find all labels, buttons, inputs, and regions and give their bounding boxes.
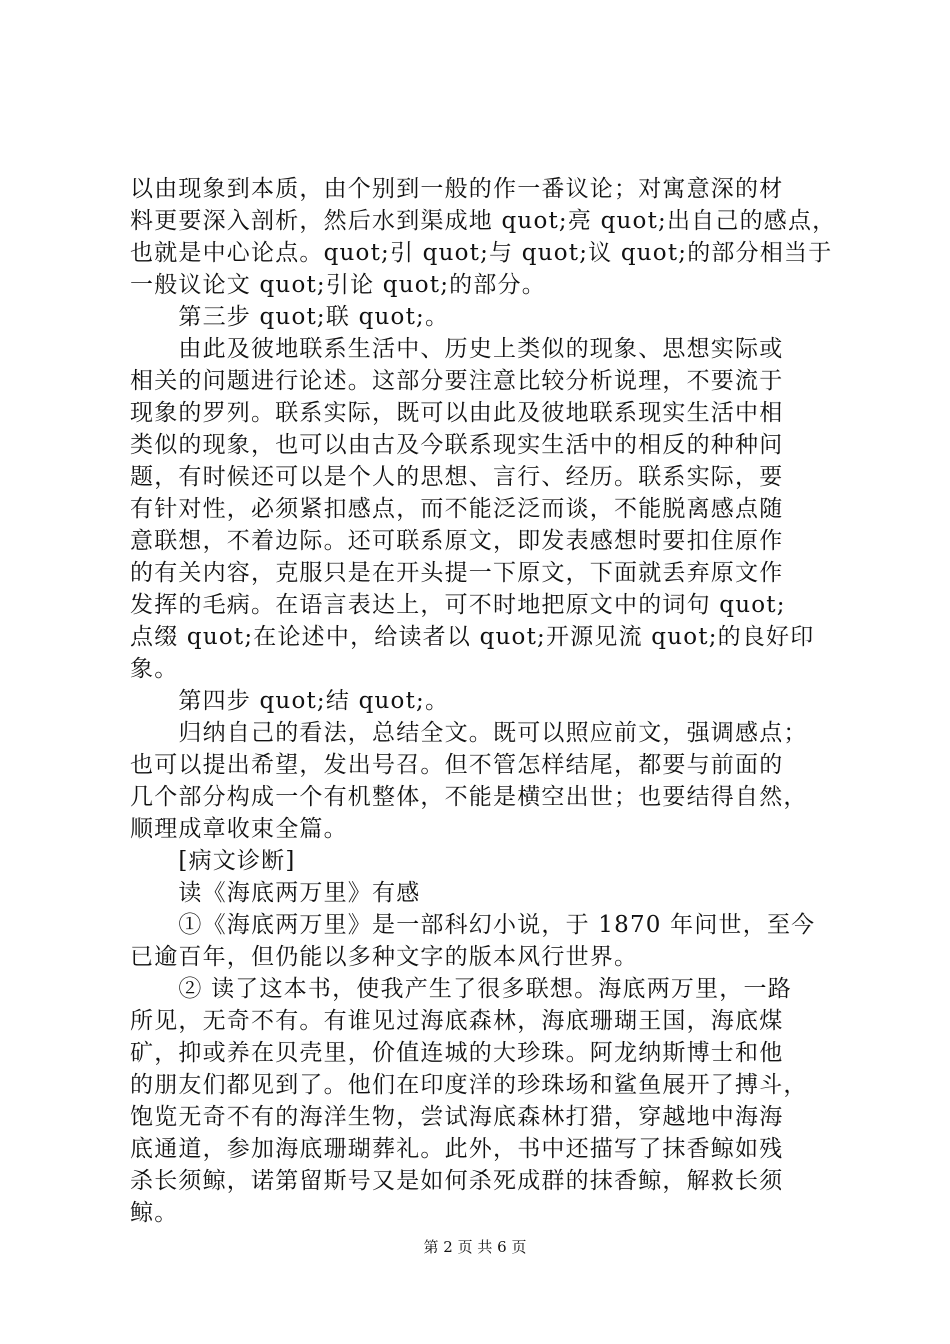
text-line: 料更要深入剖析，然后水到渠成地 quot;亮 quot;出自己的感点， [130, 208, 837, 234]
text-line: 点缀 quot;在论述中，给读者以 quot;开源见流 quot;的良好印 [130, 624, 815, 650]
text-line: 象。 [130, 656, 179, 682]
text-line: 底通道，参加海底珊瑚葬礼。此外，书中还描写了抹香鲸如残 [130, 1136, 784, 1162]
step-four-heading: 第四步 quot;结 quot;。 [130, 688, 450, 714]
text-line: 由此及彼地联系生活中、历史上类似的现象、思想实际或 [130, 336, 784, 362]
text-line: 已逾百年，但仍能以多种文字的版本风行世界。 [130, 944, 639, 970]
text-line: 类似的现象，也可以由古及今联系现实生活中的相反的种种问 [130, 432, 784, 458]
text-line: 也就是中心论点。quot;引 quot;与 quot;议 quot;的部分相当于 [130, 240, 833, 266]
section-heading-diagnosis: [病文诊断] [130, 848, 296, 874]
text-line: 的朋友们都见到了。他们在印度洋的珍珠场和鲨鱼展开了搏斗， [130, 1072, 808, 1098]
text-line: 所见，无奇不有。有谁见过海底森林，海底珊瑚王国，海底煤 [130, 1008, 784, 1034]
step-three-heading: 第三步 quot;联 quot;。 [130, 304, 450, 330]
text-line: 意联想，不着边际。还可联系原文，即发表感想时要扣住原作 [130, 528, 784, 554]
text-line: 现象的罗列。联系实际，既可以由此及彼地联系现实生活中相 [130, 400, 784, 426]
text-line: 鲸。 [130, 1200, 179, 1226]
essay-title: 读《海底两万里》有感 [130, 880, 421, 906]
text-line: 杀长须鲸，诺第留斯号又是如何杀死成群的抹香鲸，解救长须 [130, 1168, 784, 1194]
text-line: 顺理成章收束全篇。 [130, 816, 348, 842]
text-line: 一般议论文 quot;引论 quot;的部分。 [130, 272, 546, 298]
page-number-footer: 第 2 页 共 6 页 [423, 1238, 527, 1256]
text-line: 题，有时候还可以是个人的思想、言行、经历。联系实际，要 [130, 464, 784, 490]
text-line: 的有关内容，克服只是在开头提一下原文，下面就丢弃原文作 [130, 560, 784, 586]
text-line: ①《海底两万里》是一部科幻小说，于 1870 年问世，至今 [130, 912, 816, 938]
text-line: ② 读了这本书，使我产生了很多联想。海底两万里，一路 [130, 976, 792, 1002]
text-line: 也可以提出希望，发出号召。但不管怎样结尾，都要与前面的 [130, 752, 784, 778]
text-line: 以由现象到本质，由个别到一般的作一番议论；对寓意深的材 [130, 176, 784, 202]
text-line: 有针对性，必须紧扣感点，而不能泛泛而谈，不能脱离感点随 [130, 496, 784, 522]
text-line: 归纳自己的看法，总结全文。既可以照应前文，强调感点； [130, 720, 808, 746]
document-body [130, 173, 837, 1229]
text-line: 几个部分构成一个有机整体，不能是横空出世；也要结得自然， [130, 784, 808, 810]
text-line: 矿，抑或养在贝壳里，价值连城的大珍珠。阿龙纳斯博士和他 [130, 1040, 784, 1066]
text-line: 发挥的毛病。在语言表达上，可不时地把原文中的词句 quot; [130, 592, 786, 618]
text-line: 相关的问题进行论述。这部分要注意比较分析说理，不要流于 [130, 368, 784, 394]
text-line: 饱览无奇不有的海洋生物，尝试海底森林打猎，穿越地中海海 [130, 1104, 784, 1130]
